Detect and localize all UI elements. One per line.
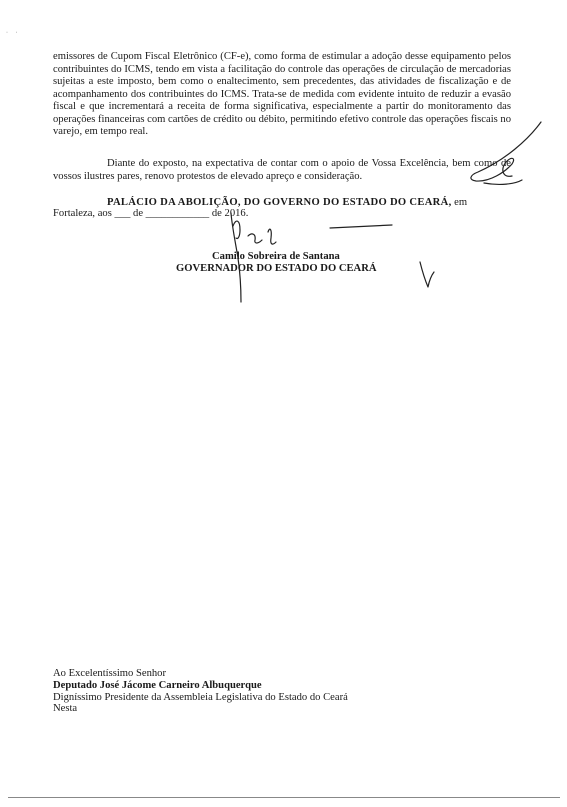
paragraph-continuation: emissores de Cupom Fiscal Eletrônico (CF-e), como forma de estimular a adoção desse equipamento pelos contribuintes do ICMS, tendo em vista a facilitação do controle das operações de circulação de mercadorias sujeitas a este imposto, bem como o enaltecimento, sem precedentes, das atividades de fiscalização e de acompanhamento dos contribuintes do ICMS. Trata-se de medida com evidente intuito de reduzir a evasão fiscal e que incrementará a receita de forma significativa, especialmente a partir do monitoramento das operações financeiras com cartões de crédito ou débito, permitindo efetivo controle das operações fiscais no varejo, em tempo real. [53, 51, 511, 137]
signature-line [330, 225, 392, 228]
scan-mark: · · [6, 30, 21, 36]
signer-name: Camilo Sobreira de Santana [212, 251, 340, 262]
signature-arc [268, 229, 276, 244]
footer-rule [8, 797, 560, 798]
signature-loop [233, 221, 240, 238]
paragraph-closing: Diante do exposto, na expectativa de contar com o apoio de Vossa Excelência, bem como de vossos ilustres pares, renovo protestos de elevado apreço e consideração. [53, 158, 511, 182]
addressee-salutation: Ao Excelentíssimo Senhor [53, 668, 166, 679]
place-heading-suffix: em [451, 197, 468, 208]
date-line: Fortaleza, aos ___ de ____________ de 2016. [53, 208, 249, 219]
check-mark [420, 262, 434, 287]
addressee-name: Deputado José Jácome Carneiro Albuquerque [53, 679, 262, 691]
place-heading-caps: PALÁCIO DA ABOLIÇÃO, DO GOVERNO DO ESTADO DO CEARÁ, [107, 197, 452, 208]
addressee-block [53, 668, 348, 715]
signature-mid [248, 234, 262, 243]
signer-title: GOVERNADOR DO ESTADO DO CEARÁ [176, 263, 377, 274]
addressee-role: Digníssimo Presidente da Assembleia Legislativa do Estado do Ceará [53, 691, 348, 703]
addressee-closing: Nesta [53, 703, 78, 715]
